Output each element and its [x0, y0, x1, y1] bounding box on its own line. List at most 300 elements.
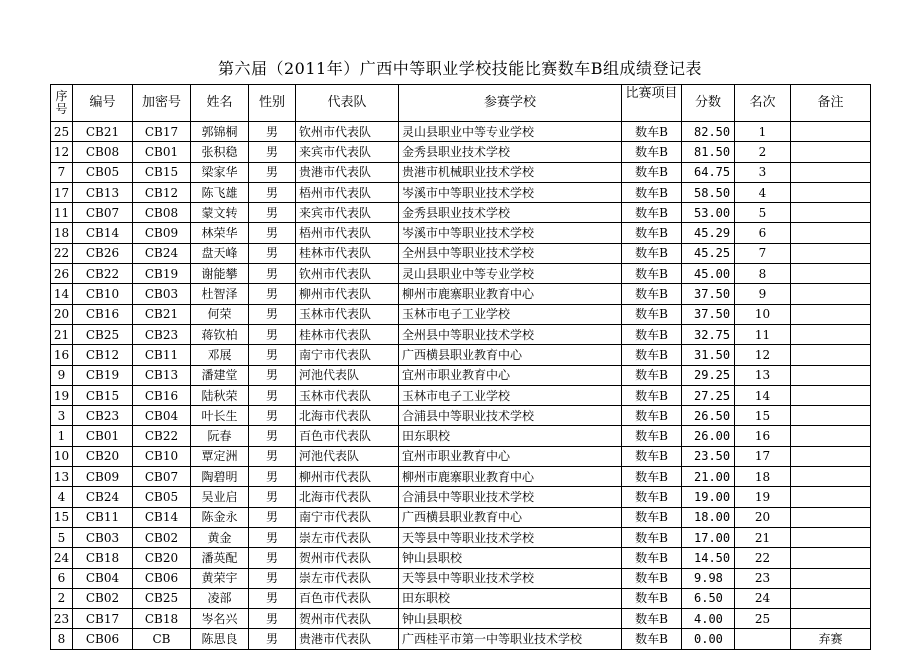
- cell-code: CB14: [73, 223, 133, 243]
- cell-rank: 24: [735, 588, 791, 608]
- cell-index: 1: [51, 426, 73, 446]
- cell-event: 数车B: [622, 243, 682, 263]
- table-row: [51, 548, 871, 568]
- cell-index: 23: [51, 609, 73, 629]
- cell-school: 灵山县职业中等专业学校: [399, 122, 622, 142]
- cell-name: 何荣: [191, 304, 249, 324]
- cell-score: 26.00: [682, 426, 735, 446]
- cell-team: 南宁市代表队: [296, 345, 399, 365]
- cell-name: 张积稳: [191, 142, 249, 162]
- cell-school: 合浦县中等职业技术学校: [399, 487, 622, 507]
- header-code: 编号: [73, 85, 133, 122]
- cell-index: 14: [51, 284, 73, 304]
- cell-school: 广西横县职业教育中心: [399, 345, 622, 365]
- cell-encrypted-code: CB13: [133, 365, 191, 385]
- cell-team: 钦州市代表队: [296, 122, 399, 142]
- cell-encrypted-code: CB17: [133, 122, 191, 142]
- cell-gender: 男: [249, 203, 296, 223]
- cell-name: 凌部: [191, 588, 249, 608]
- cell-name: 盘天峰: [191, 243, 249, 263]
- cell-score: 37.50: [682, 304, 735, 324]
- cell-index: 21: [51, 324, 73, 344]
- cell-team: 河池代表队: [296, 446, 399, 466]
- cell-rank: 13: [735, 365, 791, 385]
- cell-team: 柳州市代表队: [296, 284, 399, 304]
- results-body: [51, 122, 871, 650]
- cell-encrypted-code: CB: [133, 629, 191, 649]
- cell-remark: [791, 122, 871, 142]
- cell-team: 来宾市代表队: [296, 203, 399, 223]
- header-encrypted-code: 加密号: [133, 85, 191, 122]
- cell-event: 数车B: [622, 467, 682, 487]
- cell-remark: [791, 264, 871, 284]
- cell-score: 37.50: [682, 284, 735, 304]
- cell-rank: 11: [735, 324, 791, 344]
- cell-gender: 男: [249, 264, 296, 284]
- cell-score: 32.75: [682, 324, 735, 344]
- table-row: [51, 568, 871, 588]
- cell-code: CB16: [73, 304, 133, 324]
- cell-team: 崇左市代表队: [296, 527, 399, 547]
- table-row: [51, 446, 871, 466]
- cell-index: 7: [51, 162, 73, 182]
- cell-score: 58.50: [682, 182, 735, 202]
- cell-gender: 男: [249, 609, 296, 629]
- cell-team: 钦州市代表队: [296, 264, 399, 284]
- cell-score: 53.00: [682, 203, 735, 223]
- cell-score: 18.00: [682, 507, 735, 527]
- cell-name: 陆秋荣: [191, 385, 249, 405]
- cell-school: 全州县中等职业技术学校: [399, 324, 622, 344]
- cell-gender: 男: [249, 142, 296, 162]
- cell-gender: 男: [249, 365, 296, 385]
- cell-rank: 15: [735, 406, 791, 426]
- cell-score: 45.00: [682, 264, 735, 284]
- cell-rank: 2: [735, 142, 791, 162]
- cell-encrypted-code: CB12: [133, 182, 191, 202]
- cell-remark: [791, 324, 871, 344]
- cell-name: 陈思良: [191, 629, 249, 649]
- header-team: 代表队: [296, 85, 399, 122]
- cell-team: 桂林市代表队: [296, 324, 399, 344]
- cell-encrypted-code: CB03: [133, 284, 191, 304]
- cell-event: 数车B: [622, 203, 682, 223]
- cell-score: 9.98: [682, 568, 735, 588]
- cell-event: 数车B: [622, 223, 682, 243]
- cell-code: CB10: [73, 284, 133, 304]
- cell-team: 贺州市代表队: [296, 548, 399, 568]
- cell-event: 数车B: [622, 527, 682, 547]
- cell-event: 数车B: [622, 406, 682, 426]
- cell-encrypted-code: CB07: [133, 467, 191, 487]
- cell-team: 河池代表队: [296, 365, 399, 385]
- table-row: [51, 182, 871, 202]
- cell-gender: 男: [249, 426, 296, 446]
- cell-team: 玉林市代表队: [296, 385, 399, 405]
- cell-encrypted-code: CB21: [133, 304, 191, 324]
- cell-gender: 男: [249, 548, 296, 568]
- cell-rank: 22: [735, 548, 791, 568]
- cell-team: 百色市代表队: [296, 588, 399, 608]
- cell-name: 陶碧明: [191, 467, 249, 487]
- cell-team: 梧州市代表队: [296, 223, 399, 243]
- cell-event: 数车B: [622, 548, 682, 568]
- cell-event: 数车B: [622, 345, 682, 365]
- cell-rank: 18: [735, 467, 791, 487]
- cell-rank: 16: [735, 426, 791, 446]
- table-row: [51, 385, 871, 405]
- cell-score: 0.00: [682, 629, 735, 649]
- cell-remark: [791, 527, 871, 547]
- table-row: [51, 243, 871, 263]
- cell-name: 吴业启: [191, 487, 249, 507]
- cell-score: 21.00: [682, 467, 735, 487]
- cell-gender: 男: [249, 324, 296, 344]
- cell-team: 北海市代表队: [296, 406, 399, 426]
- cell-event: 数车B: [622, 122, 682, 142]
- table-row: [51, 324, 871, 344]
- cell-team: 南宁市代表队: [296, 507, 399, 527]
- header-row: [51, 85, 871, 122]
- cell-rank: 21: [735, 527, 791, 547]
- cell-school: 田东职校: [399, 426, 622, 446]
- cell-score: 6.50: [682, 588, 735, 608]
- cell-remark: [791, 304, 871, 324]
- cell-team: 北海市代表队: [296, 487, 399, 507]
- cell-rank: 12: [735, 345, 791, 365]
- table-row: [51, 527, 871, 547]
- cell-encrypted-code: CB02: [133, 527, 191, 547]
- cell-score: 26.50: [682, 406, 735, 426]
- cell-school: 金秀县职业技术学校: [399, 203, 622, 223]
- cell-encrypted-code: CB06: [133, 568, 191, 588]
- cell-rank: 14: [735, 385, 791, 405]
- cell-remark: [791, 142, 871, 162]
- table-row: [51, 487, 871, 507]
- cell-score: 19.00: [682, 487, 735, 507]
- cell-rank: 25: [735, 609, 791, 629]
- cell-gender: 男: [249, 162, 296, 182]
- cell-gender: 男: [249, 345, 296, 365]
- cell-gender: 男: [249, 122, 296, 142]
- table-row: [51, 426, 871, 446]
- cell-event: 数车B: [622, 142, 682, 162]
- cell-gender: 男: [249, 243, 296, 263]
- cell-remark: [791, 426, 871, 446]
- cell-gender: 男: [249, 385, 296, 405]
- cell-score: 45.29: [682, 223, 735, 243]
- cell-event: 数车B: [622, 487, 682, 507]
- cell-code: CB17: [73, 609, 133, 629]
- cell-encrypted-code: CB22: [133, 426, 191, 446]
- cell-encrypted-code: CB05: [133, 487, 191, 507]
- cell-gender: 男: [249, 467, 296, 487]
- cell-code: CB02: [73, 588, 133, 608]
- cell-remark: [791, 162, 871, 182]
- cell-gender: 男: [249, 568, 296, 588]
- cell-score: 45.25: [682, 243, 735, 263]
- header-name: 姓名: [191, 85, 249, 122]
- cell-code: CB08: [73, 142, 133, 162]
- cell-team: 百色市代表队: [296, 426, 399, 446]
- cell-name: 梁家华: [191, 162, 249, 182]
- header-index: [51, 85, 73, 122]
- cell-rank: 1: [735, 122, 791, 142]
- cell-name: 蒋钦柏: [191, 324, 249, 344]
- cell-event: 数车B: [622, 426, 682, 446]
- cell-encrypted-code: CB25: [133, 588, 191, 608]
- cell-index: 6: [51, 568, 73, 588]
- table-row: [51, 162, 871, 182]
- cell-event: 数车B: [622, 284, 682, 304]
- cell-school: 合浦县中等职业技术学校: [399, 406, 622, 426]
- cell-name: 覃定洲: [191, 446, 249, 466]
- cell-index: 9: [51, 365, 73, 385]
- cell-remark: [791, 203, 871, 223]
- cell-encrypted-code: CB11: [133, 345, 191, 365]
- cell-school: 柳州市鹿寨职业教育中心: [399, 467, 622, 487]
- cell-code: CB01: [73, 426, 133, 446]
- cell-remark: 弃赛: [791, 629, 871, 649]
- table-row: [51, 264, 871, 284]
- cell-index: 4: [51, 487, 73, 507]
- cell-event: 数车B: [622, 182, 682, 202]
- cell-gender: 男: [249, 588, 296, 608]
- cell-gender: 男: [249, 527, 296, 547]
- table-row: [51, 284, 871, 304]
- cell-team: 玉林市代表队: [296, 304, 399, 324]
- cell-code: CB19: [73, 365, 133, 385]
- cell-event: 数车B: [622, 324, 682, 344]
- cell-gender: 男: [249, 182, 296, 202]
- cell-remark: [791, 182, 871, 202]
- cell-name: 陈金永: [191, 507, 249, 527]
- cell-code: CB24: [73, 487, 133, 507]
- cell-school: 金秀县职业技术学校: [399, 142, 622, 162]
- cell-name: 黄金: [191, 527, 249, 547]
- cell-code: CB04: [73, 568, 133, 588]
- cell-name: 谢能攀: [191, 264, 249, 284]
- table-row: [51, 507, 871, 527]
- cell-remark: [791, 588, 871, 608]
- cell-code: CB07: [73, 203, 133, 223]
- table-row: [51, 142, 871, 162]
- table-row: [51, 223, 871, 243]
- cell-team: 崇左市代表队: [296, 568, 399, 588]
- table-row: [51, 609, 871, 629]
- cell-team: 贺州市代表队: [296, 609, 399, 629]
- cell-team: 来宾市代表队: [296, 142, 399, 162]
- cell-score: 31.50: [682, 345, 735, 365]
- header-index-text: 序号: [55, 89, 68, 116]
- cell-encrypted-code: CB15: [133, 162, 191, 182]
- table-row: [51, 365, 871, 385]
- cell-index: 18: [51, 223, 73, 243]
- cell-event: 数车B: [622, 629, 682, 649]
- header-event: 比赛项目: [622, 85, 682, 122]
- cell-encrypted-code: CB23: [133, 324, 191, 344]
- cell-index: 8: [51, 629, 73, 649]
- cell-rank: 17: [735, 446, 791, 466]
- cell-rank: 5: [735, 203, 791, 223]
- cell-rank: 23: [735, 568, 791, 588]
- table-row: [51, 406, 871, 426]
- cell-remark: [791, 548, 871, 568]
- cell-school: 天等县中等职业技术学校: [399, 527, 622, 547]
- cell-school: 广西横县职业教育中心: [399, 507, 622, 527]
- cell-team: 柳州市代表队: [296, 467, 399, 487]
- cell-remark: [791, 406, 871, 426]
- cell-event: 数车B: [622, 385, 682, 405]
- cell-school: 田东职校: [399, 588, 622, 608]
- cell-score: 17.00: [682, 527, 735, 547]
- header-score: 分数: [682, 85, 735, 122]
- cell-rank: 7: [735, 243, 791, 263]
- cell-event: 数车B: [622, 568, 682, 588]
- cell-remark: [791, 487, 871, 507]
- cell-code: CB26: [73, 243, 133, 263]
- cell-school: 灵山县职业中等专业学校: [399, 264, 622, 284]
- cell-index: 20: [51, 304, 73, 324]
- cell-score: 14.50: [682, 548, 735, 568]
- cell-encrypted-code: CB14: [133, 507, 191, 527]
- cell-remark: [791, 345, 871, 365]
- results-table: [50, 84, 871, 650]
- cell-score: 81.50: [682, 142, 735, 162]
- cell-team: 桂林市代表队: [296, 243, 399, 263]
- cell-team: 梧州市代表队: [296, 182, 399, 202]
- cell-code: CB22: [73, 264, 133, 284]
- page-title: 第六届（2011年）广西中等职业学校技能比赛数车B组成绩登记表: [218, 59, 702, 78]
- cell-event: 数车B: [622, 304, 682, 324]
- cell-index: 5: [51, 527, 73, 547]
- table-row: [51, 345, 871, 365]
- cell-team: 贵港市代表队: [296, 162, 399, 182]
- cell-name: 黄荣宇: [191, 568, 249, 588]
- cell-remark: [791, 446, 871, 466]
- header-gender: 性别: [249, 85, 296, 122]
- cell-name: 陈飞雄: [191, 182, 249, 202]
- cell-name: 杜智泽: [191, 284, 249, 304]
- cell-index: 24: [51, 548, 73, 568]
- cell-remark: [791, 365, 871, 385]
- cell-rank: 3: [735, 162, 791, 182]
- table-row: [51, 122, 871, 142]
- cell-score: 23.50: [682, 446, 735, 466]
- cell-index: 16: [51, 345, 73, 365]
- cell-encrypted-code: CB16: [133, 385, 191, 405]
- cell-event: 数车B: [622, 507, 682, 527]
- cell-school: 柳州市鹿寨职业教育中心: [399, 284, 622, 304]
- cell-code: CB05: [73, 162, 133, 182]
- table-row: [51, 467, 871, 487]
- cell-event: 数车B: [622, 609, 682, 629]
- cell-name: 邓展: [191, 345, 249, 365]
- cell-school: 钟山县职校: [399, 548, 622, 568]
- cell-name: 叶长生: [191, 406, 249, 426]
- cell-school: 岑溪市中等职业技术学校: [399, 182, 622, 202]
- cell-name: 蒙文转: [191, 203, 249, 223]
- cell-index: 11: [51, 203, 73, 223]
- cell-code: CB09: [73, 467, 133, 487]
- header-rank: 名次: [735, 85, 791, 122]
- cell-code: CB11: [73, 507, 133, 527]
- cell-school: 岑溪市中等职业技术学校: [399, 223, 622, 243]
- cell-name: 岑名兴: [191, 609, 249, 629]
- cell-code: CB20: [73, 446, 133, 466]
- cell-event: 数车B: [622, 264, 682, 284]
- cell-school: 宜州市职业教育中心: [399, 365, 622, 385]
- cell-index: 22: [51, 243, 73, 263]
- cell-school: 全州县中等职业技术学校: [399, 243, 622, 263]
- cell-encrypted-code: CB10: [133, 446, 191, 466]
- cell-encrypted-code: CB01: [133, 142, 191, 162]
- cell-school: 玉林市电子工业学校: [399, 304, 622, 324]
- table-row: [51, 203, 871, 223]
- cell-name: 阮春: [191, 426, 249, 446]
- cell-remark: [791, 284, 871, 304]
- cell-event: 数车B: [622, 588, 682, 608]
- cell-rank: 19: [735, 487, 791, 507]
- cell-remark: [791, 467, 871, 487]
- cell-score: 64.75: [682, 162, 735, 182]
- cell-gender: 男: [249, 629, 296, 649]
- cell-gender: 男: [249, 406, 296, 426]
- cell-school: 宜州市职业教育中心: [399, 446, 622, 466]
- cell-code: CB03: [73, 527, 133, 547]
- cell-team: 贵港市代表队: [296, 629, 399, 649]
- cell-code: CB12: [73, 345, 133, 365]
- cell-score: 4.00: [682, 609, 735, 629]
- cell-index: 2: [51, 588, 73, 608]
- cell-name: 林荣华: [191, 223, 249, 243]
- cell-name: 潘英配: [191, 548, 249, 568]
- cell-code: CB15: [73, 385, 133, 405]
- cell-encrypted-code: CB04: [133, 406, 191, 426]
- cell-gender: 男: [249, 223, 296, 243]
- cell-rank: 9: [735, 284, 791, 304]
- cell-encrypted-code: CB08: [133, 203, 191, 223]
- table-row: [51, 304, 871, 324]
- cell-name: 郭锦桐: [191, 122, 249, 142]
- cell-event: 数车B: [622, 162, 682, 182]
- cell-remark: [791, 568, 871, 588]
- cell-rank: [735, 629, 791, 649]
- cell-index: 17: [51, 182, 73, 202]
- cell-gender: 男: [249, 446, 296, 466]
- cell-index: 25: [51, 122, 73, 142]
- cell-index: 19: [51, 385, 73, 405]
- cell-code: CB06: [73, 629, 133, 649]
- cell-name: 潘建堂: [191, 365, 249, 385]
- cell-rank: 10: [735, 304, 791, 324]
- header-school: 参赛学校: [399, 85, 622, 122]
- cell-gender: 男: [249, 507, 296, 527]
- cell-encrypted-code: CB19: [133, 264, 191, 284]
- cell-rank: 4: [735, 182, 791, 202]
- cell-encrypted-code: CB18: [133, 609, 191, 629]
- cell-code: CB23: [73, 406, 133, 426]
- cell-index: 12: [51, 142, 73, 162]
- cell-event: 数车B: [622, 365, 682, 385]
- cell-code: CB25: [73, 324, 133, 344]
- cell-score: 29.25: [682, 365, 735, 385]
- cell-remark: [791, 385, 871, 405]
- cell-index: 15: [51, 507, 73, 527]
- header-remark: 备注: [791, 85, 871, 122]
- cell-gender: 男: [249, 284, 296, 304]
- cell-score: 82.50: [682, 122, 735, 142]
